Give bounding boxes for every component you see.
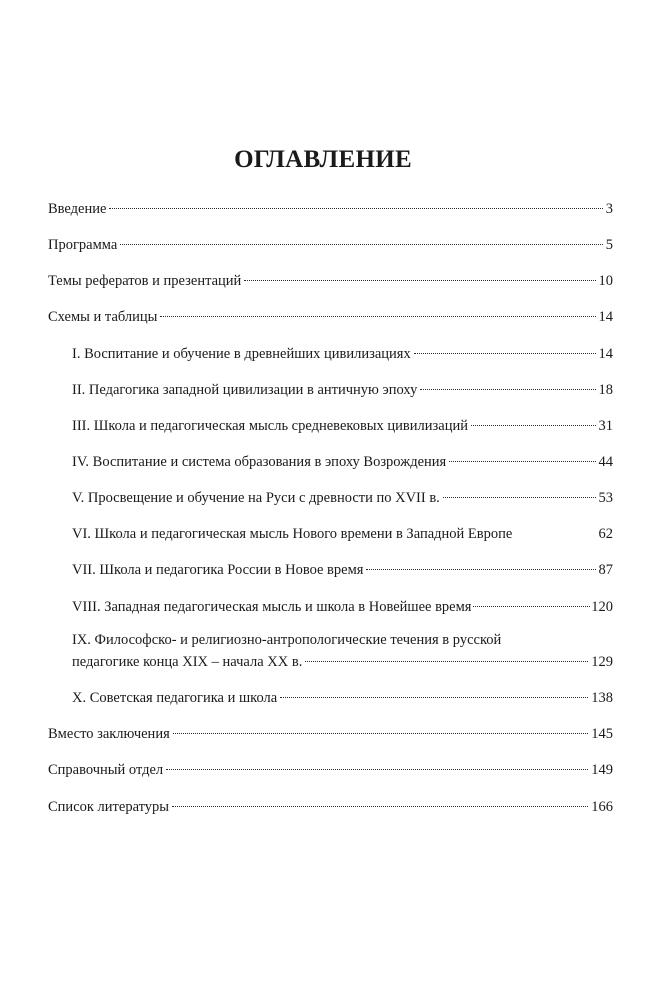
toc-entry-schemes[interactable] — [48, 307, 613, 327]
toc-entry-literature[interactable] — [48, 797, 613, 817]
toc-subentry[interactable] — [72, 416, 613, 436]
toc-entry-title: VI. Школа и педагогическая мысль Нового времени в Западной Европе — [72, 526, 513, 542]
toc-subentry[interactable] — [72, 344, 613, 364]
toc-entry-page: 10 — [598, 273, 613, 289]
dot-leader — [443, 497, 596, 498]
toc-entry-title: Справочный отдел — [48, 762, 164, 778]
toc-entry-page: 145 — [591, 726, 613, 742]
dot-leader — [449, 461, 595, 462]
toc-entry-page: 120 — [591, 599, 613, 615]
toc-subentry[interactable] — [72, 452, 613, 472]
toc-entry-title: Темы рефератов и презентаций — [48, 273, 242, 289]
toc-entry-page: 14 — [598, 346, 613, 362]
dot-leader — [471, 425, 596, 426]
dot-leader — [109, 208, 602, 209]
toc-entry-title: Список литературы — [48, 799, 170, 815]
toc-entry-page: 62 — [598, 526, 613, 542]
toc-entry-page: 129 — [591, 654, 613, 670]
dot-leader — [414, 353, 596, 354]
toc-entry-page: 18 — [598, 382, 613, 398]
dot-leader — [173, 733, 589, 734]
dot-leader — [166, 769, 588, 770]
toc-entry-title: VIII. Западная педагогическая мысль и школа в Новейшее время — [72, 599, 472, 615]
toc-entry-intro[interactable] — [48, 199, 613, 219]
toc-entry-title: Введение — [48, 201, 107, 217]
toc-entry-page: 149 — [591, 762, 613, 778]
toc-entry-title: IV. Воспитание и система образования в эпоху Возрождения — [72, 454, 447, 470]
toc-entry-title: Вместо заключения — [48, 726, 170, 742]
toc-subentry[interactable] — [72, 380, 613, 400]
dot-leader — [473, 606, 590, 607]
toc-subentry[interactable] — [72, 524, 613, 544]
toc-entry-page: 44 — [598, 454, 613, 470]
toc-entry-title: I. Воспитание и обучение в древнейших цивилизациях — [72, 346, 411, 362]
dot-leader — [420, 389, 595, 390]
toc-entry-title: II. Педагогика западной цивилизации в античную эпоху — [72, 382, 418, 398]
toc-subentry-line1[interactable]: IX. Философско- и религиозно-антропологические течения в русской — [72, 632, 502, 648]
toc-subentry[interactable] — [72, 597, 613, 617]
toc-entry-program[interactable] — [48, 235, 613, 255]
toc-entry-page: 14 — [598, 309, 613, 325]
toc-entry-topics[interactable] — [48, 271, 613, 291]
toc-entry-conclusion[interactable] — [48, 724, 613, 744]
page-title: ОГЛАВЛЕНИЕ — [234, 146, 412, 173]
toc-entry-title: X. Советская педагогика и школа — [72, 690, 278, 706]
toc-entry-page: 166 — [591, 799, 613, 815]
toc-entry-page: 31 — [598, 418, 613, 434]
toc-subentry[interactable] — [72, 688, 613, 708]
toc-entry-page: 53 — [598, 490, 613, 506]
toc-entry-title: педагогике конца XIX – начала XX в. — [72, 654, 303, 670]
toc-entry-page: 3 — [605, 201, 613, 217]
toc-entry-title: III. Школа и педагогическая мысль средневековых цивилизаций — [72, 418, 468, 434]
dot-leader — [172, 806, 588, 807]
dot-leader — [120, 244, 602, 245]
dot-leader — [514, 533, 597, 534]
toc-entry-title: V. Просвещение и обучение на Руси с древности по XVII в. — [72, 490, 440, 506]
toc-entry-title: Схемы и таблицы — [48, 309, 158, 325]
dot-leader — [305, 661, 588, 662]
dot-leader — [280, 697, 588, 698]
dot-leader — [160, 316, 595, 317]
toc-subentry[interactable] — [72, 652, 613, 672]
toc-subentry[interactable] — [72, 488, 613, 508]
toc-subentry[interactable] — [72, 560, 613, 580]
toc-entry-page: 5 — [605, 237, 613, 253]
toc-entry-page: 138 — [591, 690, 613, 706]
dot-leader — [244, 280, 595, 281]
toc-entry-title: Программа — [48, 237, 118, 253]
dot-leader — [366, 569, 595, 570]
toc-entry-reference[interactable] — [48, 760, 613, 780]
toc-entry-page: 87 — [598, 562, 613, 578]
toc-entry-title: VII. Школа и педагогика России в Новое время — [72, 562, 364, 578]
